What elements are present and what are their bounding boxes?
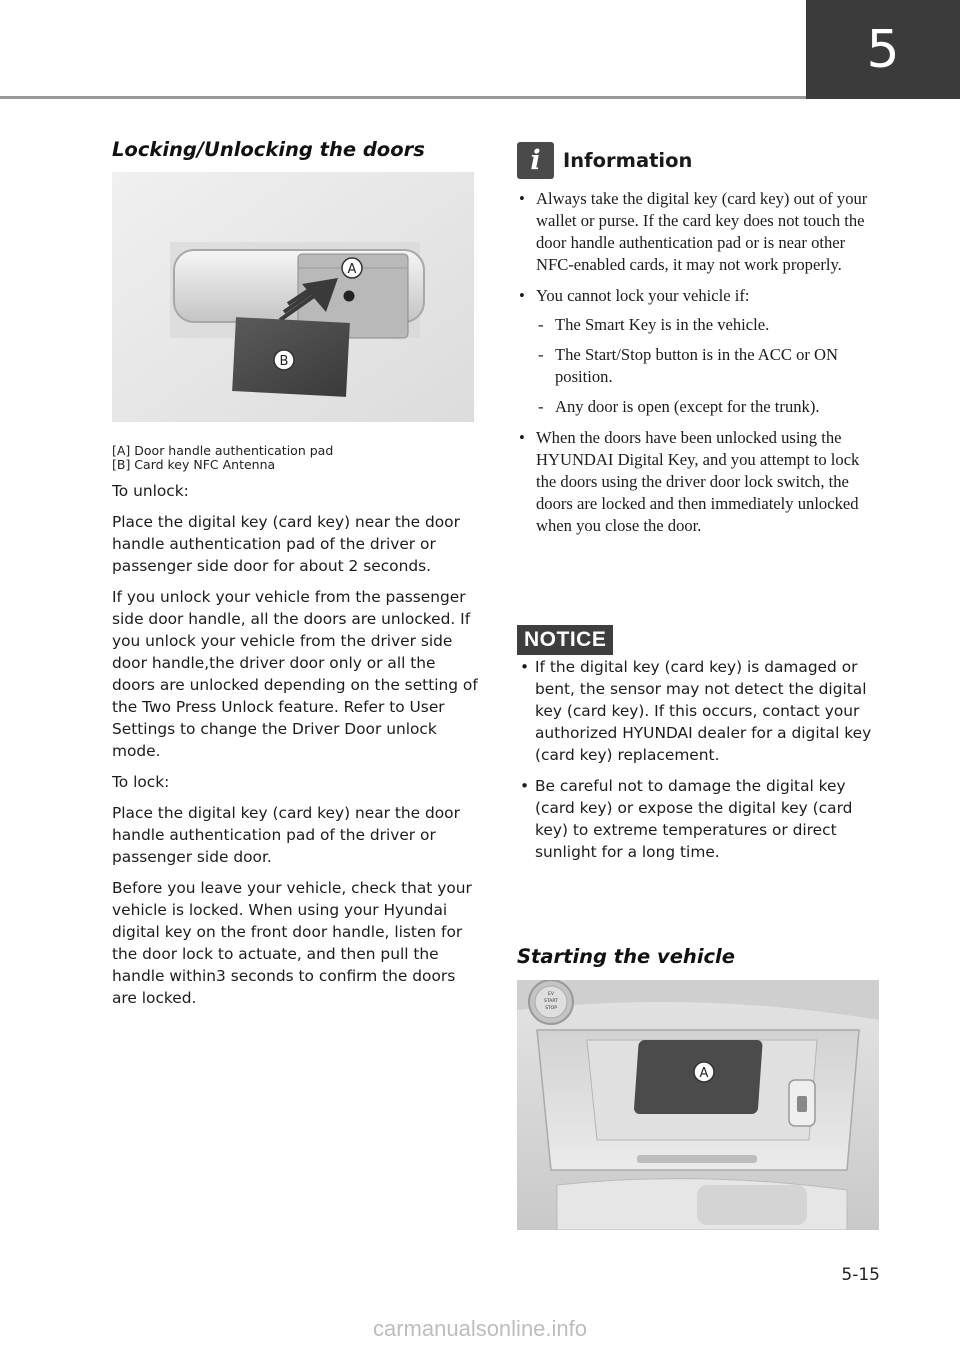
door-handle-figure <box>112 172 474 422</box>
chapter-number-tab: 5 <box>806 0 960 99</box>
list-item-text: You cannot lock your vehicle if: <box>536 286 750 305</box>
paragraph: If you unlock your vehicle from the passenger side door handle, all the doors are unlocked. If you unlock your vehicle from the driver side door handle,the driver door only or all the doors are unlocked depending on the setting of the Two Press Unlock feature. Refer to User Settings to change the Driver Door unlock mode. <box>112 588 478 760</box>
callout-a <box>694 1062 714 1082</box>
notice-badge: NOTICE <box>517 625 613 655</box>
list-item: • If the digital key (card key) is damaged or bent, the sensor may not detect the digital key (card key). If this occurs, contact your authorized HYUNDAI dealer for a digital key (card key) replacement. <box>517 656 883 766</box>
start-stop-button-drawing <box>529 980 573 1024</box>
callout-a <box>342 258 362 278</box>
info-icon: i <box>517 142 554 179</box>
sub-list-item: - The Smart Key is in the vehicle. <box>536 314 883 336</box>
paragraph: To lock: <box>112 773 170 791</box>
svg-text:EV: EV <box>548 992 554 997</box>
list-item: • Always take the digital key (card key) out of your wallet or purse. If the card key does not touch the door handle authentication pad or is near other NFC-enabled cards, it may not work properly. <box>517 188 883 276</box>
sub-list-item: - The Start/Stop button is in the ACC or ON position. <box>536 344 883 388</box>
list-item: • Be careful not to damage the digital key (card key) or expose the digital key (card key) to extreme temperatures or direct sunlight for a long time. <box>517 775 883 863</box>
svg-text:A: A <box>347 262 357 277</box>
information-title: Information <box>563 148 693 172</box>
caption-line-b: [B] Card key NFC Antenna <box>112 457 276 472</box>
svg-text:STOP: STOP <box>545 1006 557 1011</box>
svg-text:A: A <box>699 1066 709 1081</box>
notice-list <box>517 656 883 872</box>
paragraph: Place the digital key (card key) near the door handle authentication pad of the driver or passenger side door. <box>112 804 460 866</box>
console-figure <box>517 980 879 1230</box>
caption-line-a: [A] Door handle authentication pad <box>112 443 334 458</box>
information-header <box>517 138 883 182</box>
section-title-locking: Locking/Unlocking the doors <box>112 138 425 161</box>
paragraph: To unlock: <box>112 482 189 500</box>
locking-body-text <box>112 480 478 1018</box>
page-number: 5-15 <box>841 1265 880 1285</box>
watermark: carmanualsonline.info <box>372 1316 588 1341</box>
sub-list-item: - Any door is open (except for the trunk). <box>536 396 883 418</box>
information-list <box>517 188 883 537</box>
paragraph: Before you leave your vehicle, check that your vehicle is locked. When using your Hyundai digital key on the front door handle, listen for the door lock to actuate, and then pull the handle within3 seconds to confirm the doors are locked. <box>112 879 472 1007</box>
svg-text:B: B <box>279 354 289 369</box>
sub-list <box>536 314 883 418</box>
paragraph: Place the digital key (card key) near the door handle authentication pad of the driver or passenger side door for about 2 seconds. <box>112 513 460 575</box>
information-block <box>517 138 883 546</box>
section-title-starting: Starting the vehicle <box>517 945 735 968</box>
auth-pad-dot <box>344 291 355 302</box>
figure-caption <box>112 444 472 472</box>
header-rule <box>0 96 806 99</box>
list-item <box>517 285 883 418</box>
callout-b <box>274 350 294 370</box>
svg-text:START: START <box>544 999 558 1004</box>
list-item: • When the doors have been unlocked using the HYUNDAI Digital Key, and you attempt to lock the doors using the driver door lock switch, the doors are locked and then immediately unlocked when you close the door. <box>517 427 883 537</box>
